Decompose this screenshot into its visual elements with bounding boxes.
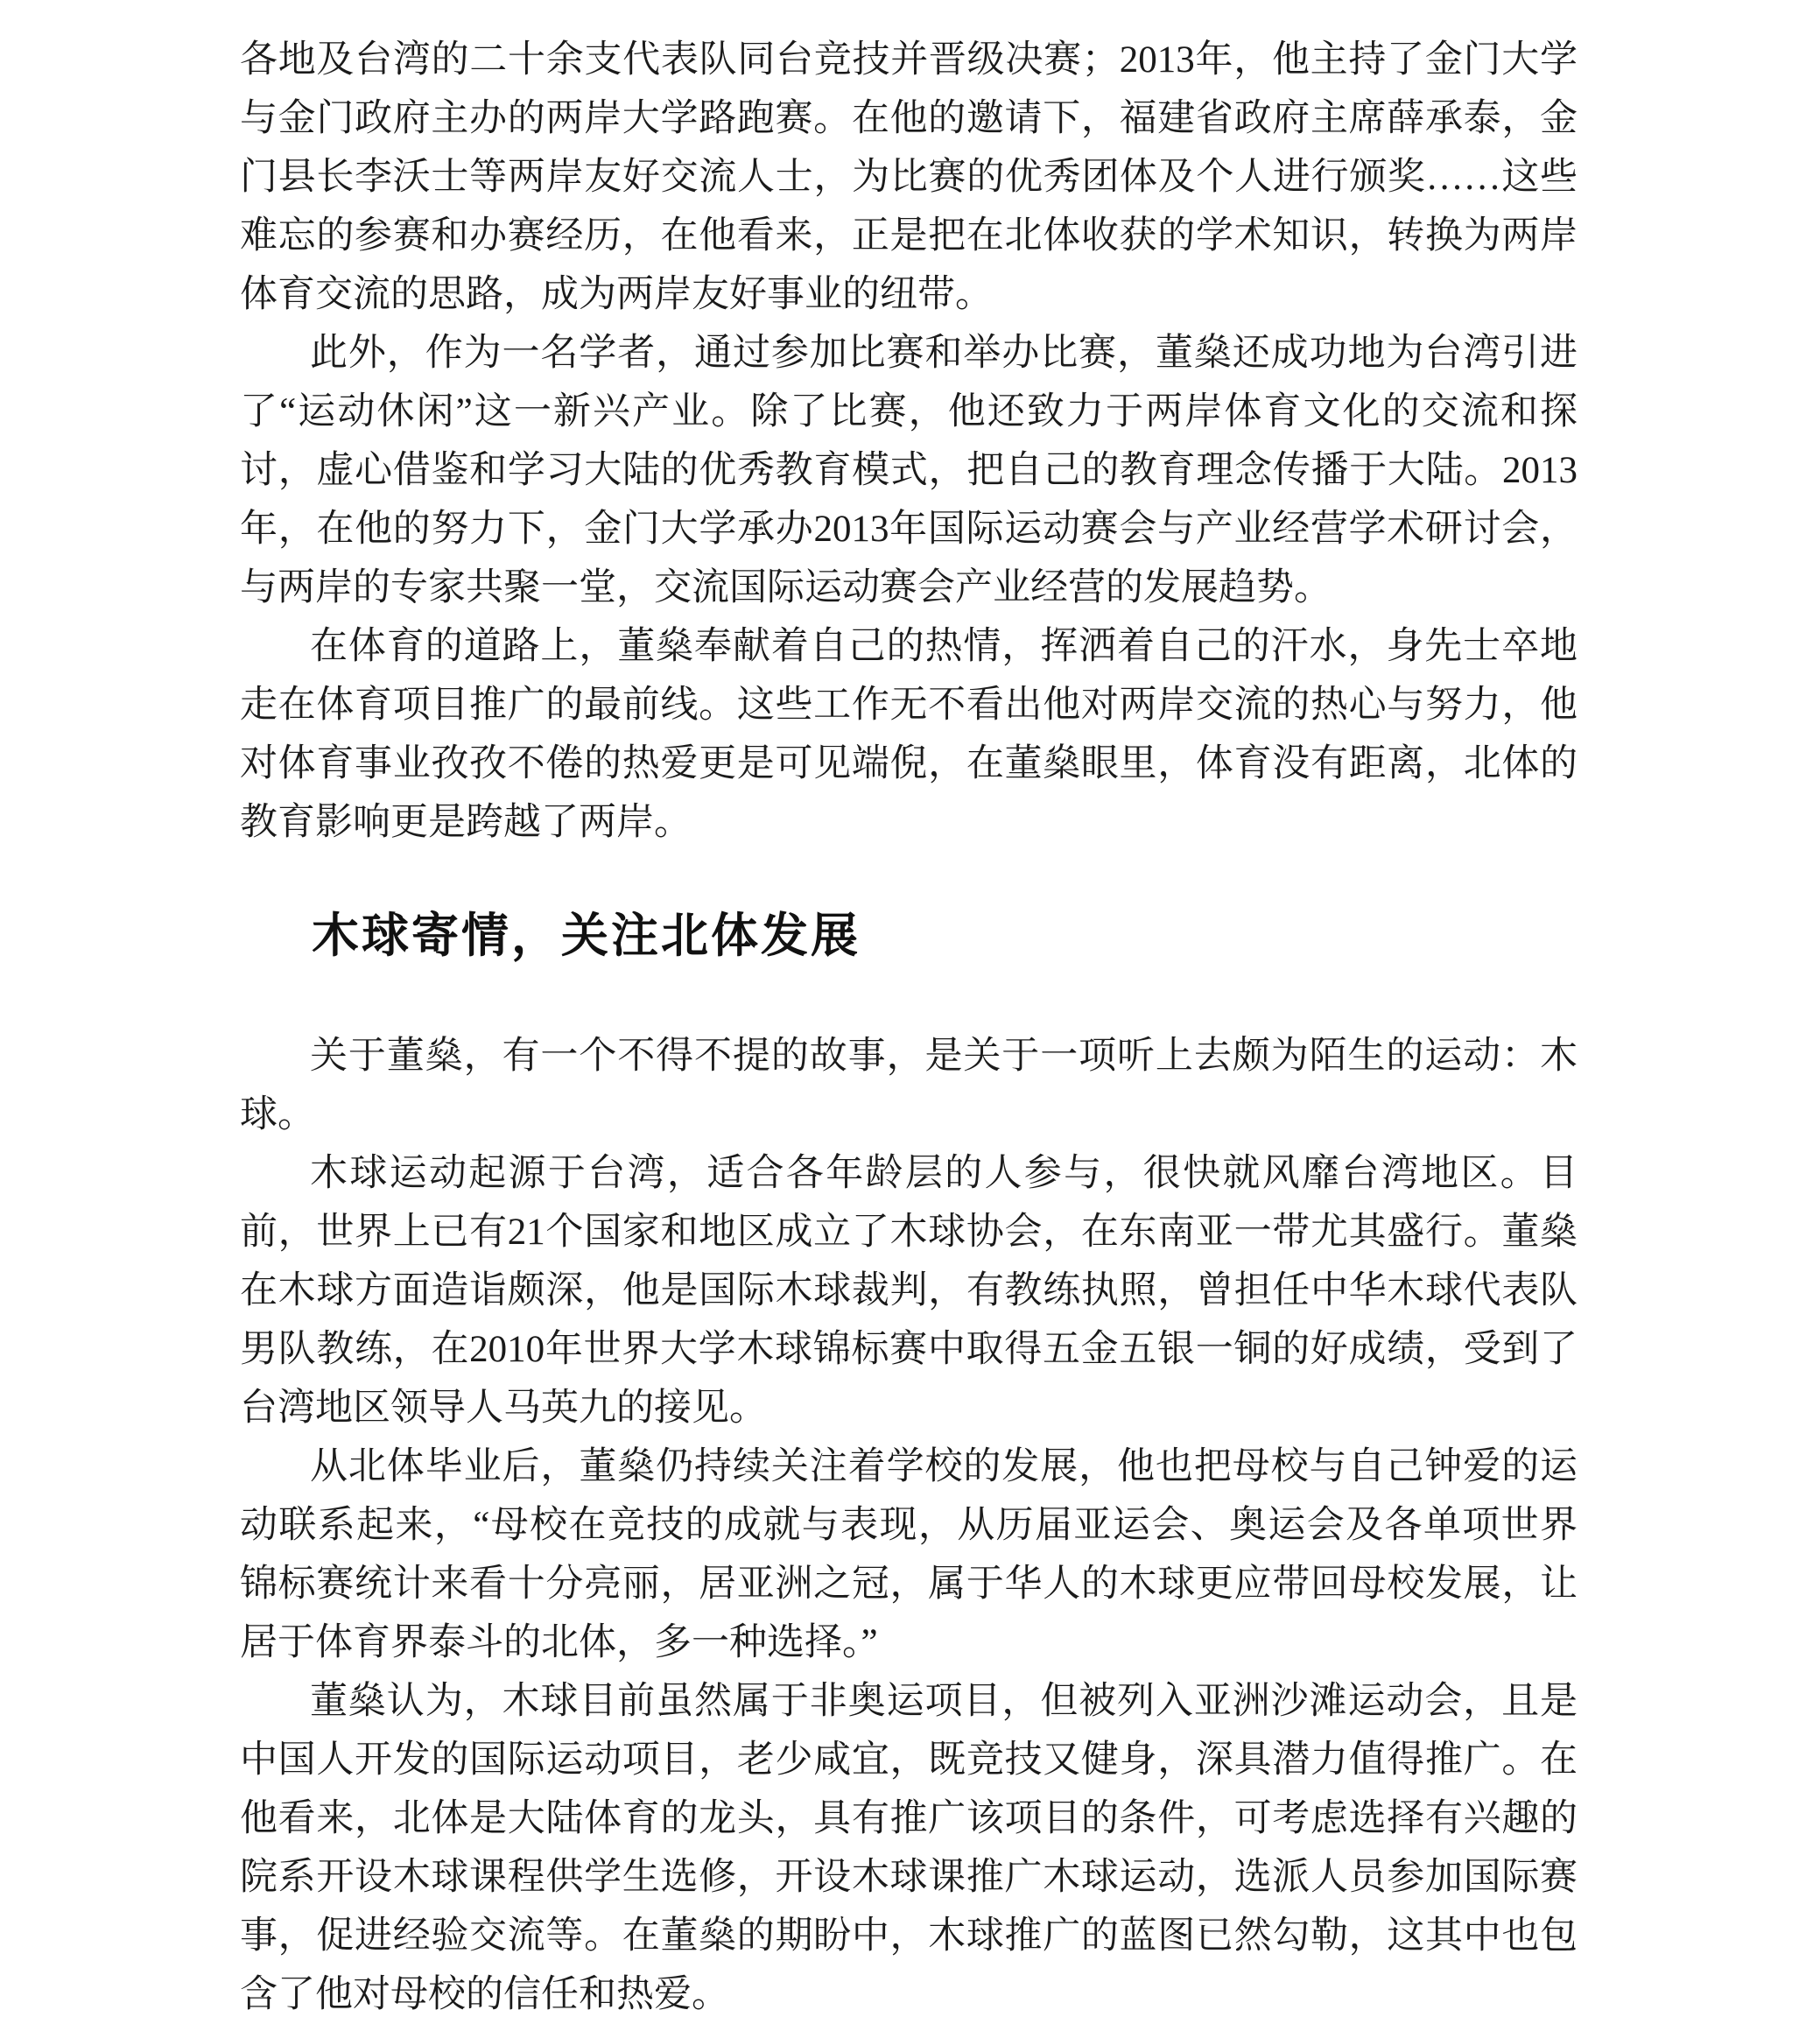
text-line: 男队教练，在2010年世界大学木球锦标赛中取得五金五银一铜的好成绩，受到了 bbox=[240, 1329, 1578, 1370]
text-line: 年，在他的努力下，金门大学承办2013年国际运动赛会与产业经营学术研讨会， bbox=[240, 509, 1578, 550]
text-line: 在体育的道路上，董燊奉献着自己的热情，挥洒着自己的汗水，身先士卒地 bbox=[310, 626, 1578, 667]
text-line: 动联系起来，“母校在竞技的成就与表现，从历届亚运会、奥运会及各单项世界 bbox=[240, 1505, 1578, 1546]
text-line: 球。 bbox=[240, 1094, 315, 1135]
paragraph bbox=[240, 1027, 1578, 1144]
text-line: 他看来，北体是大陆体育的龙头，具有推广该项目的条件，可考虑选择有兴趣的 bbox=[240, 1798, 1578, 1839]
text-line: 教育影响更是跨越了两岸。 bbox=[240, 802, 692, 843]
text-line: 与两岸的专家共聚一堂，交流国际运动赛会产业经营的发展趋势。 bbox=[240, 567, 1332, 608]
text-line: 中国人开发的国际运动项目，老少咸宜，既竞技又健身，深具潜力值得推广。在 bbox=[240, 1739, 1578, 1781]
text-line: 讨，虚心借鉴和学习大陆的优秀教育模式，把自己的教育理念传播于大陆。2013 bbox=[240, 450, 1578, 491]
paragraph bbox=[240, 1144, 1578, 1437]
paragraph bbox=[240, 1672, 1578, 2024]
text-line: 难忘的参赛和办赛经历，在他看来，正是把在北体收获的学术知识，转换为两岸 bbox=[240, 215, 1578, 257]
text-line: 体育交流的思路，成为两岸友好事业的纽带。 bbox=[240, 274, 993, 315]
text-line: 锦标赛统计来看十分亮丽，居亚洲之冠，属于华人的木球更应带回母校发展，让 bbox=[240, 1564, 1578, 1605]
section-heading: 木球寄情，关注北体发展 bbox=[312, 910, 861, 962]
text-line: 院系开设木球课程供学生选修，开设木球课推广木球运动，选派人员参加国际赛 bbox=[240, 1857, 1578, 1898]
text-line: 含了他对母校的信任和热爱。 bbox=[240, 1974, 729, 2015]
text-line: 门县长李沃士等两岸友好交流人士，为比赛的优秀团体及个人进行颁奖……这些 bbox=[240, 157, 1578, 198]
page-body bbox=[240, 31, 1578, 2024]
text-line: 在木球方面造诣颇深，他是国际木球裁判，有教练执照，曾担任中华木球代表队 bbox=[240, 1270, 1578, 1311]
text-line: 居于体育界泰斗的北体，多一种选择。” bbox=[240, 1622, 878, 1663]
text-line: 台湾地区领导人马英九的接见。 bbox=[240, 1388, 767, 1429]
text-line: 各地及台湾的二十余支代表队同台竞技并晋级决赛；2013年，他主持了金门大学 bbox=[240, 39, 1578, 81]
text-line: 走在体育项目推广的最前线。这些工作无不看出他对两岸交流的热心与努力，他 bbox=[240, 685, 1578, 726]
text-line: 与金门政府主办的两岸大学路跑赛。在他的邀请下，福建省政府主席薛承泰，金 bbox=[240, 98, 1578, 139]
text-line: 木球运动起源于台湾，适合各年龄层的人参与，很快就风靡台湾地区。目 bbox=[310, 1153, 1578, 1194]
text-line: 关于董燊，有一个不得不提的故事，是关于一项听上去颇为陌生的运动：木 bbox=[310, 1036, 1578, 1077]
text-line: 前，世界上已有21个国家和地区成立了木球协会，在东南亚一带尤其盛行。董燊 bbox=[240, 1212, 1578, 1253]
text-line: 事，促进经验交流等。在董燊的期盼中，木球推广的蓝图已然勾勒，这其中也包 bbox=[240, 1915, 1578, 1957]
paragraph bbox=[240, 617, 1578, 852]
paragraph bbox=[240, 31, 1578, 324]
paragraph bbox=[240, 324, 1578, 617]
paragraph bbox=[240, 1437, 1578, 1672]
text-line: 了“运动休闲”这一新兴产业。除了比赛，他还致力于两岸体育文化的交流和探 bbox=[240, 391, 1578, 432]
text-line: 对体育事业孜孜不倦的热爱更是可见端倪，在董燊眼里，体育没有距离，北体的 bbox=[240, 743, 1578, 784]
text-line: 从北体毕业后，董燊仍持续关注着学校的发展，他也把母校与自己钟爱的运 bbox=[310, 1446, 1578, 1487]
text-line: 董燊认为，木球目前虽然属于非奥运项目，但被列入亚洲沙滩运动会，且是 bbox=[310, 1681, 1578, 1722]
text-line: 此外，作为一名学者，通过参加比赛和举办比赛，董燊还成功地为台湾引进 bbox=[310, 333, 1578, 374]
